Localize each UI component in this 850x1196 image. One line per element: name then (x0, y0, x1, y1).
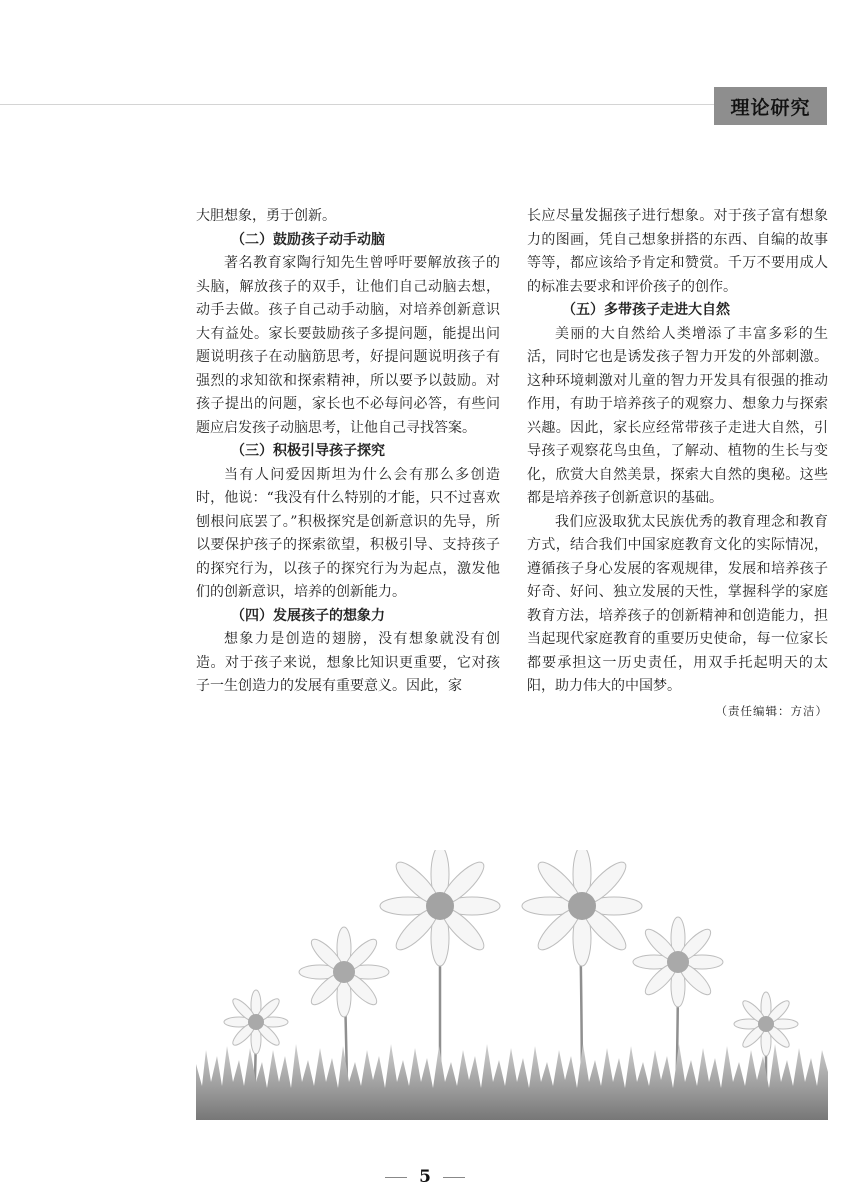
section-heading: （五）多带孩子走进大自然 (562, 302, 730, 318)
paragraph: 著名教育家陶行知先生曾呼吁要解放孩子的头脑，解放孩子的双手，让他们自己动脑去想，动手去做。孩子自己动手动脑，对培养创新意识大有益处。家长要鼓励孩子多提问题，能提出问题说明孩子在动脑筋思考，好提问题说明孩子有强烈的求知欲和探索精神，所以要予以鼓励。对孩子提出的问题，家长也不必每问必答，有些问题应启发孩子动脑思考，让他自己寻找答案。 (196, 255, 500, 436)
section-heading: （四）发展孩子的想象力 (231, 607, 385, 624)
paragraph: 想象力是创造的翅膀，没有想象就没有创造。对于孩子来说，想象比知识更重要，它对孩子一生创造力的发展有重要意义。因此，家 (196, 631, 500, 694)
grass (196, 1044, 828, 1120)
section-heading: （二）鼓励孩子动手动脑 (231, 231, 385, 248)
editor-credit: （责任编辑：方洁） (715, 703, 828, 718)
paragraph: 我们应汲取犹太民族优秀的教育理念和教育方式，结合我们中国家庭教育文化的实际情况，遵循孩子身心发展的客观规律，发展和培养孩子好奇、好问、独立发展的天性，掌握科学的家庭教育方法，培养孩子的创新精神和创造能力，担当起现代家庭教育的重要历史使命，每一位家长都要承担这一历史责任，用双手托起明天的太阳，助力伟大的中国梦。 (527, 513, 828, 694)
paragraph: 美丽的大自然给人类增添了丰富多彩的生活，同时它也是诱发孩子智力开发的外部刺激。这种环境刺激对儿童的智力开发具有很强的推动作用，有助于培养孩子的观察力、想象力与探索兴趣。因此，家长应经常带孩子走进大自然，引导孩子观察花鸟虫鱼，了解动、植物的生长与变化，欣赏大自然美景，探索大自然的奥秘。这些都是培养孩子创新意识的基础。 (527, 325, 828, 506)
section-heading: （三）积极引导孩子探究 (231, 443, 385, 459)
paragraph: 长应尽量发掘孩子进行想象。对于孩子富有想象力的图画，凭自己想象拼搭的东西、自编的故事等等，都应该给予肯定和赞赏。千万不要用成人的标准去要求和评价孩子的创作。 (527, 208, 828, 295)
paragraph: 当有人问爱因斯坦为什么会有那么多创造时，他说：“我没有什么特别的才能，只不过喜欢刨根问底罢了。”积极探究是创新意识的先导，所以要保护孩子的探索欲望，积极引导、支持孩子的探究行为，以孩子的探究行为为起点，激发他们的创新意识，培养的创新能力。 (196, 466, 500, 600)
daisy-illustration (196, 850, 828, 1120)
header-rule (0, 104, 714, 105)
section-tab: 理论研究 (714, 87, 827, 125)
right-column (527, 205, 828, 723)
page-number-dash-right (443, 1177, 465, 1178)
paragraph: 大胆想象，勇于创新。 (196, 208, 336, 224)
page-number (0, 1167, 850, 1187)
daisy-flowers (224, 850, 798, 1056)
page-number-dash-left (385, 1177, 407, 1178)
left-column (196, 205, 500, 699)
page-number-value: 5 (419, 1167, 431, 1187)
